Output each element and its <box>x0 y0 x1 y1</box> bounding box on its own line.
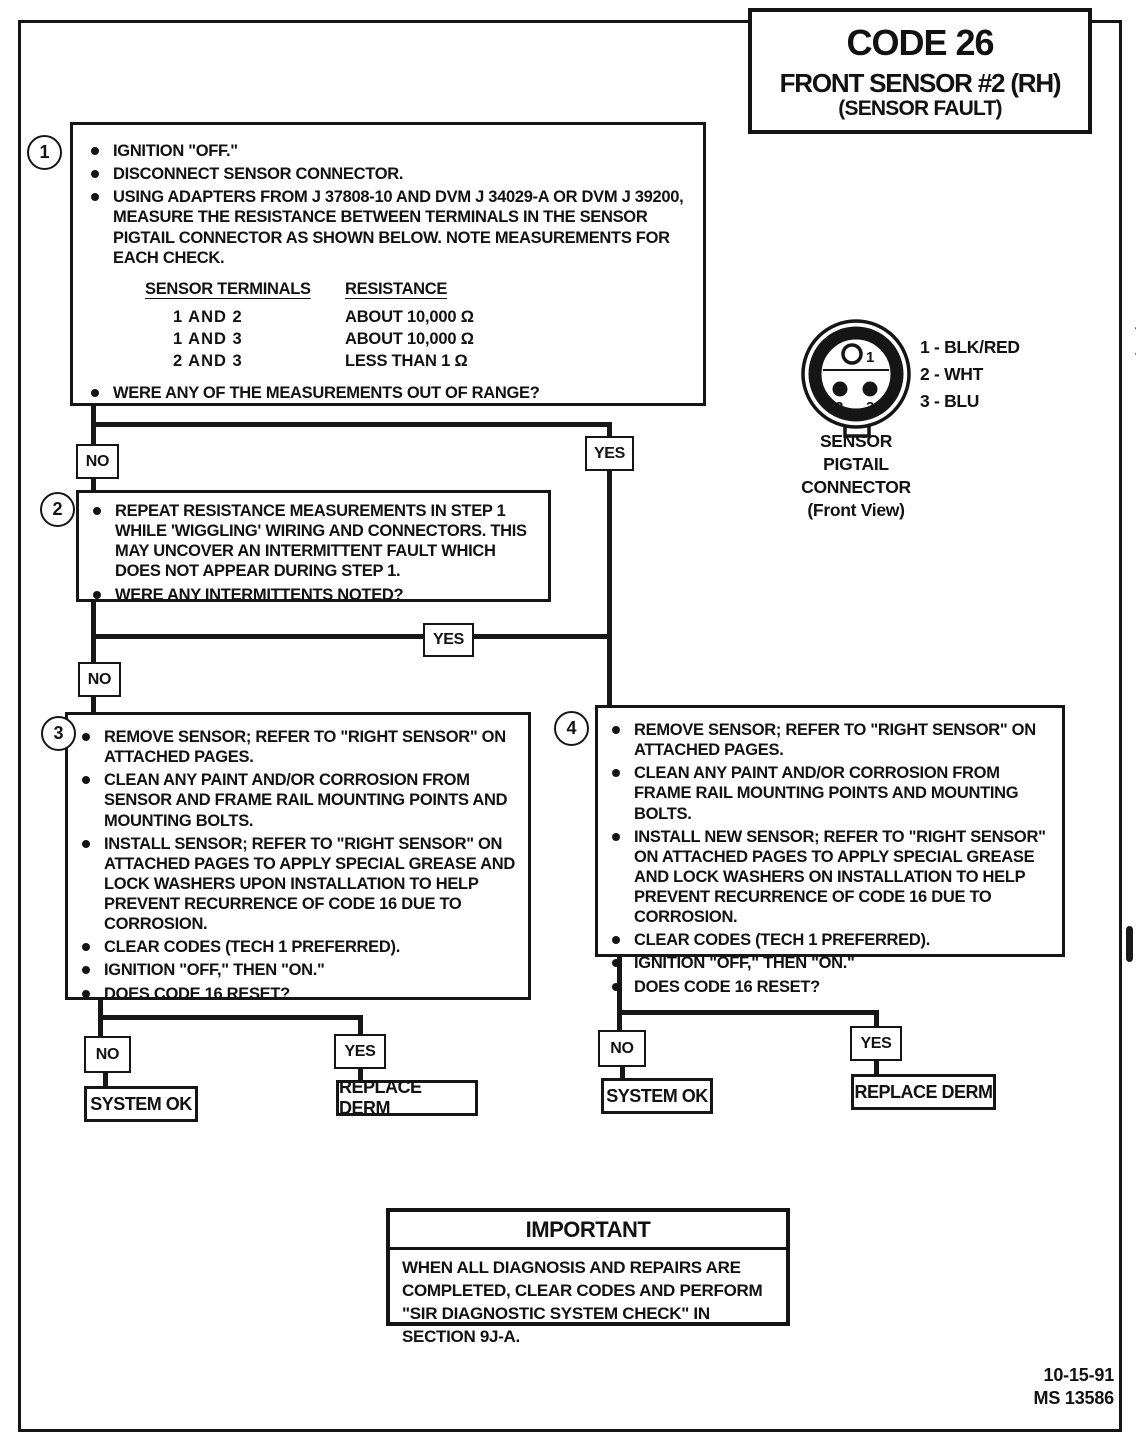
connector-line <box>617 1010 879 1015</box>
table-col-header: RESISTANCE <box>345 279 448 298</box>
table-cell: 1 AND 2 <box>173 307 243 326</box>
list-item <box>80 770 518 830</box>
code-title: CODE 26 <box>846 22 994 63</box>
important-heading: IMPORTANT <box>390 1212 786 1250</box>
step-4-box <box>595 705 1065 996</box>
bullet-icon <box>82 966 90 974</box>
bullet-icon <box>612 936 620 944</box>
bullet-icon <box>612 726 620 734</box>
bullet-icon <box>91 193 99 201</box>
step-number-label: 4 <box>566 718 577 738</box>
step-text: REMOVE SENSOR; REFER TO "RIGHT SENSOR" ON ATTACHED PAGES. <box>634 721 1036 760</box>
no-branch-label <box>84 1036 131 1073</box>
bullet-icon <box>91 170 99 178</box>
bullet-icon <box>93 507 101 515</box>
resistance-table <box>145 280 691 371</box>
list-item <box>91 501 538 582</box>
list-item <box>91 585 538 605</box>
footer <box>928 1364 1114 1410</box>
list-item <box>89 383 691 403</box>
connector-caption <box>782 430 930 522</box>
outcome-text: REPLACE DERM <box>854 1081 993 1102</box>
branch-label-text: NO <box>610 1039 634 1057</box>
step-1-box <box>70 122 706 406</box>
list-item <box>610 953 1052 973</box>
yes-branch-label <box>334 1034 386 1069</box>
step-text: CLEAN ANY PAINT AND/OR CORROSION FROM FRAME RAIL MOUNTING POINTS AND MOUNTING BOLTS. <box>634 764 1019 823</box>
yes-branch-label <box>423 623 474 657</box>
step-2-box <box>76 490 551 602</box>
document-number: MS 13586 <box>1033 1388 1114 1408</box>
branch-label-text: NO <box>95 1045 120 1063</box>
table-cell: LESS THAN 1 Ω <box>345 351 468 370</box>
step-text: CLEAR CODES (TECH 1 PREFERRED). <box>634 931 930 950</box>
scan-artifact <box>1121 322 1136 360</box>
bullet-icon <box>82 943 90 951</box>
pin-3-icon <box>863 382 878 397</box>
replace-derm-box <box>851 1074 996 1110</box>
branch-label-text: YES <box>344 1042 376 1060</box>
bullet-icon <box>612 983 620 991</box>
outcome-text: SYSTEM OK <box>90 1093 192 1114</box>
step-text: REMOVE SENSOR; REFER TO "RIGHT SENSOR" ON ATTACHED PAGES. <box>104 728 506 767</box>
branch-label-text: YES <box>432 631 465 648</box>
step-text: IGNITION "OFF." <box>113 142 238 160</box>
step-text: INSTALL SENSOR; REFER TO "RIGHT SENSOR" ON ATTACHED PAGES TO APPLY SPECIAL GREASE AND LOCK WASHERS UPON INSTALLATION TO HELP PREVENT RECURRENCE OF CODE 16 DUE TO CORROSION. <box>104 834 515 934</box>
pin-2-icon <box>833 382 848 397</box>
legend-item: 1 - BLK/RED <box>920 337 1020 357</box>
scan-artifact <box>1122 610 1136 648</box>
list-item <box>610 720 1052 760</box>
outcome-text: SYSTEM OK <box>606 1085 708 1106</box>
step-3-number <box>41 716 76 751</box>
list-item <box>80 984 518 1004</box>
bullet-icon <box>612 959 620 967</box>
connector-line <box>91 422 612 427</box>
list-item <box>80 937 518 957</box>
table-cell: ABOUT 10,000 Ω <box>345 329 474 348</box>
bullet-icon <box>612 769 620 777</box>
step-text: IGNITION "OFF," THEN "ON." <box>104 961 325 980</box>
connector-line <box>91 634 612 639</box>
list-item <box>89 164 691 184</box>
branch-label-text: YES <box>860 1034 892 1052</box>
step-question: WERE ANY OF THE MEASUREMENTS OUT OF RANGE? <box>113 383 540 402</box>
pin-2-label: 2 <box>835 399 844 416</box>
step-4-number <box>554 711 589 746</box>
no-branch-label <box>76 444 119 479</box>
list-item <box>89 187 691 268</box>
connector-line <box>98 1015 363 1020</box>
step-number-label: 3 <box>53 723 64 743</box>
revision-date: 10-15-91 <box>1043 1365 1114 1385</box>
list-item <box>610 930 1052 950</box>
table-col-header: SENSOR TERMINALS <box>145 279 311 298</box>
step-question: WERE ANY INTERMITTENTS NOTED? <box>115 585 404 604</box>
fault-subtitle: (SENSOR FAULT) <box>838 97 1002 120</box>
bullet-icon <box>82 776 90 784</box>
table-cell: ABOUT 10,000 Ω <box>345 307 474 326</box>
outcome-text: REPLACE DERM <box>339 1077 422 1118</box>
list-item <box>80 960 518 980</box>
step-text: INSTALL NEW SENSOR; REFER TO "RIGHT SENSOR" ON ATTACHED PAGES TO APPLY SPECIAL GREASE AND LOCK WASHERS ON INSTALLATION TO HELP PREVENT RECURRENCE OF CODE 16 DUE TO CORROSION. <box>634 827 1046 927</box>
sensor-pigtail-connector-diagram <box>796 316 920 442</box>
legend-item: 2 - WHT <box>920 364 984 384</box>
bullet-icon <box>82 990 90 998</box>
table-cell: 2 AND 3 <box>173 351 243 370</box>
replace-derm-box <box>336 1077 478 1118</box>
list-item <box>80 834 518 935</box>
important-body: WHEN ALL DIAGNOSIS AND REPAIRS ARE COMPLETED, CLEAR CODES AND PERFORM "SIR DIAGNOSTIC SYSTEM CHECK" IN SECTION 9J-A. <box>402 1258 763 1346</box>
caption-line: (Front View) <box>807 500 905 520</box>
bullet-icon <box>91 389 99 397</box>
pin-color-legend <box>920 334 1020 415</box>
bullet-icon <box>82 840 90 848</box>
list-item <box>89 141 691 161</box>
bullet-icon <box>93 591 101 599</box>
list-item <box>610 827 1052 928</box>
step-text: DISCONNECT SENSOR CONNECTOR. <box>113 165 404 184</box>
sensor-title: FRONT SENSOR #2 (RH) <box>779 68 1061 98</box>
step-text: CLEAN ANY PAINT AND/OR CORROSION FROM SENSOR AND FRAME RAIL MOUNTING POINTS AND MOUNTING BOLTS. <box>104 771 508 830</box>
step-3-box <box>65 712 531 1003</box>
scan-artifact <box>1126 926 1133 962</box>
caption-line: CONNECTOR <box>801 477 911 497</box>
table-cell: 1 AND 3 <box>173 329 243 348</box>
no-branch-label <box>78 662 121 697</box>
bullet-icon <box>612 833 620 841</box>
branch-label-text: NO <box>85 452 110 470</box>
pin-1-label: 1 <box>866 349 875 366</box>
caption-line: SENSOR <box>819 431 893 451</box>
pin-3-label: 3 <box>866 399 875 416</box>
step-text: REPEAT RESISTANCE MEASUREMENTS IN STEP 1 WHILE 'WIGGLING' WIRING AND CONNECTORS. THIS MAY UNCOVER AN INTERMITTENT FAULT WHICH DOES NOT APPEAR DURING STEP 1. <box>115 502 527 581</box>
branch-label-text: YES <box>593 444 626 462</box>
system-ok-box <box>601 1078 713 1114</box>
branch-label-text: NO <box>87 670 112 688</box>
list-item <box>610 977 1052 997</box>
step-1-number <box>27 135 62 170</box>
legend-item: 3 - BLU <box>920 391 980 411</box>
no-branch-label <box>598 1030 646 1067</box>
step-text: CLEAR CODES (TECH 1 PREFERRED). <box>104 938 400 957</box>
caption-line: PIGTAIL <box>823 454 889 474</box>
important-note-box <box>386 1208 790 1346</box>
step-2-number <box>40 492 75 527</box>
system-ok-box <box>84 1086 198 1122</box>
title-box <box>748 8 1092 134</box>
list-item <box>80 727 518 767</box>
bullet-icon <box>82 733 90 741</box>
step-question: DOES CODE 16 RESET? <box>104 984 290 1003</box>
step-text: IGNITION "OFF," THEN "ON." <box>634 954 855 973</box>
step-question: DOES CODE 16 RESET? <box>634 977 820 996</box>
step-number-label: 1 <box>39 142 50 162</box>
bullet-icon <box>91 147 99 155</box>
pin-1-icon <box>843 345 861 363</box>
list-item <box>610 763 1052 823</box>
yes-branch-label <box>585 436 634 471</box>
yes-branch-label <box>850 1026 902 1061</box>
step-number-label: 2 <box>52 499 63 519</box>
step-text: USING ADAPTERS FROM J 37808-10 AND DVM J 34029-A OR DVM J 39200, MEASURE THE RESISTANCE BETWEEN TERMINALS IN THE SENSOR PIGTAIL CONNECTOR AS SHOWN BELOW. NOTE MEASUREMENTS FOR EACH CHECK. <box>113 188 684 267</box>
